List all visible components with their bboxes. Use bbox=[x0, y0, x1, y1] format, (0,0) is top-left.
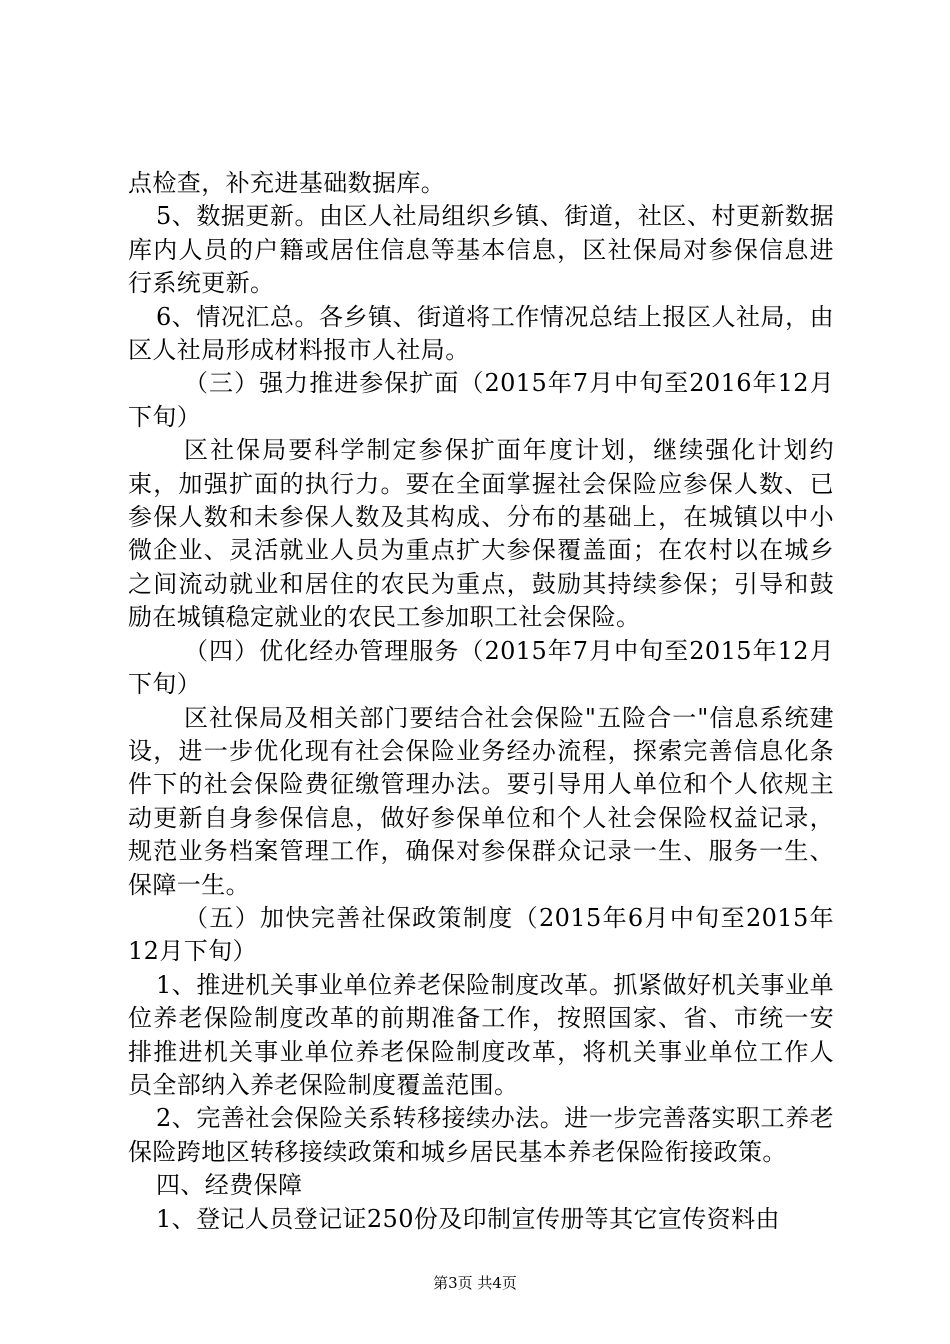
section-heading-4: （四）优化经办管理服务（2015年7月中旬至2015年12月下旬） bbox=[128, 636, 834, 699]
paragraph-3: 6、情况汇总。各乡镇、街道将工作情况总结上报区人社局，由区人社局形成材料报市人社局。 bbox=[128, 302, 834, 365]
section-heading-3: （三）强力推进参保扩面（2015年7月中旬至2016年12月下旬） bbox=[128, 369, 834, 431]
paragraph-10: 2、完善社会保险关系转移接续办法。进一步完善落实职工养老保险跨地区转移接续政策和城乡居民基本养老保险衔接政策。 bbox=[128, 1104, 834, 1166]
paragraph-12: 1、登记人员登记证250份及印制宣传册等其它宣传资料由 bbox=[156, 1204, 780, 1233]
paragraph-2: 5、数据更新。由区人社局组织乡镇、街道，社区、村更新数据库内人员的户籍或居住信息等基本信息，区社保局对参保信息进行系统更新。 bbox=[128, 202, 834, 298]
paragraph-9: 1、推进机关事业单位养老保险制度改革。抓紧做好机关事业单位养老保险制度改革的前期准备工作，按照国家、省、市统一安排推进机关事业单位养老保险制度改革，将机关事业单位工作人员全部纳入养老保险制度覆盖范围。 bbox=[128, 970, 834, 1099]
section-heading-funding: 四、经费保障 bbox=[156, 1171, 303, 1200]
document-body bbox=[128, 167, 834, 1236]
paragraph-5: 区社保局要科学制定参保扩面年度计划，继续强化计划约束，加强扩面的执行力。要在全面掌握社会保险应参保人数、已参保人数和未参保人数及其构成、分布的基础上，在城镇以中小微企业、灵活就业人员为重点扩大参保覆盖面；在农村以在城乡之间流动就业和居住的农民为重点，鼓励其持续参保；引导和鼓励在城镇稳定就业的农民工参加职工社会保险。 bbox=[128, 436, 834, 632]
page-footer: 第3页 共4页 bbox=[433, 1274, 517, 1292]
paragraph-1: 点检查，补充进基础数据库。 bbox=[128, 169, 446, 197]
paragraph-7: 区社保局及相关部门要结合社会保险"五险合一"信息系统建设，进一步优化现有社会保险业务经办流程，探索完善信息化条件下的社会保险费征缴管理办法。要引导用人单位和个人依规主动更新自身参保信息，做好参保单位和个人社会保险权益记录，规范业务档案管理工作，确保对参保群众记录一生、服务一生、保障一生。 bbox=[128, 703, 834, 899]
section-heading-5: （五）加快完善社保政策制度（2015年6月中旬至2015年12月下旬） bbox=[128, 903, 834, 966]
